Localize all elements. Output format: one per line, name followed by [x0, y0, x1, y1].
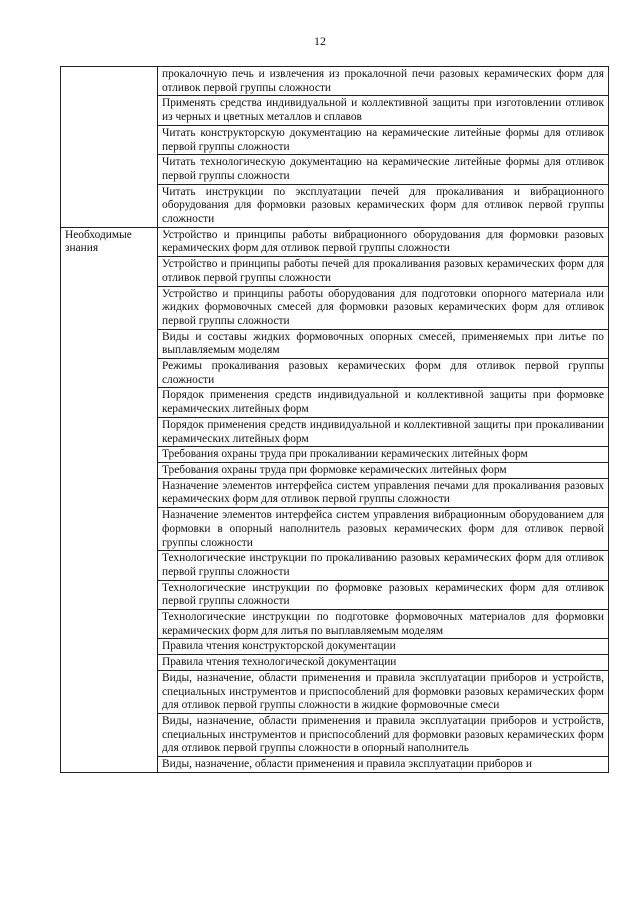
- knowledge-item: Порядок применения средств индивидуальной и коллективной защиты при прокаливании керамических литейных форм: [158, 417, 609, 446]
- page-number: 12: [314, 34, 326, 48]
- table-row: [61, 227, 609, 256]
- knowledge-label: Необходимые знания: [61, 227, 158, 772]
- skill-item: прокалочную печь и извлечения из прокалочной печи разовых керамических форм для отливок первой группы сложности: [158, 67, 609, 96]
- knowledge-item: Устройство и принципы работы печей для прокаливания разовых керамических форм для отливок первой группы сложности: [158, 257, 609, 286]
- knowledge-item: Устройство и принципы работы вибрационного оборудования для формовки разовых керамических форм для отливок первой группы сложности: [158, 227, 609, 256]
- knowledge-item: Технологические инструкции по прокаливанию разовых керамических форм для отливок первой группы сложности: [158, 551, 609, 580]
- knowledge-item: Виды и составы жидких формовочных опорных смесей, применяемых при литье по выплавляемым моделям: [158, 329, 609, 358]
- knowledge-item: Технологические инструкции по подготовке формовочных материалов для формовки керамических форм для литья по выплавляемым моделям: [158, 610, 609, 639]
- skill-item: Применять средства индивидуальной и коллективной защиты при изготовлении отливок из черных и цветных металлов и сплавов: [158, 96, 609, 125]
- knowledge-item: Назначение элементов интерфейса систем управления печами для прокаливания разовых керамических форм для отливок первой группы сложности: [158, 478, 609, 507]
- knowledge-item: Виды, назначение, области применения и правила эксплуатации приборов и устройств, специальных инструментов и приспособлений для формовки разовых керамических форм для отливок первой группы сложности в опорный наполнитель: [158, 713, 609, 756]
- requirements-table: [60, 66, 609, 773]
- knowledge-item: Виды, назначение, области применения и правила эксплуатации приборов и устройств, специальных инструментов и приспособлений для формовки разовых керамических форм для отливок первой группы сложности в жидкие формовочные смеси: [158, 670, 609, 713]
- knowledge-item: Правила чтения конструкторской документации: [158, 639, 609, 655]
- skill-item: Читать конструкторскую документацию на керамические литейные формы для отливок первой группы сложности: [158, 125, 609, 154]
- knowledge-item: Назначение элементов интерфейса систем управления вибрационным оборудованием для формовки в опорный наполнитель разовых керамических форм для отливок первой группы сложности: [158, 508, 609, 551]
- knowledge-item: Виды, назначение, области применения и правила эксплуатации приборов и: [158, 757, 609, 773]
- skills-label-cell: [61, 67, 158, 228]
- table-row: [61, 67, 609, 96]
- skill-item: Читать технологическую документацию на керамические литейные формы для отливок первой группы сложности: [158, 155, 609, 184]
- knowledge-item: Технологические инструкции по формовке разовых керамических форм для отливок первой группы сложности: [158, 580, 609, 609]
- knowledge-item: Режимы прокаливания разовых керамических форм для отливок первой группы сложности: [158, 359, 609, 388]
- knowledge-item: Правила чтения технологической документации: [158, 655, 609, 671]
- knowledge-item: Порядок применения средств индивидуальной и коллективной защиты при формовке керамических литейных форм: [158, 388, 609, 417]
- knowledge-item: Требования охраны труда при прокаливании керамических литейных форм: [158, 447, 609, 463]
- knowledge-item: Устройство и принципы работы оборудования для подготовки опорного материала или жидких формовочных смесей для формовки разовых керамических форм для отливок первой группы сложности: [158, 286, 609, 329]
- skill-item: Читать инструкции по эксплуатации печей для прокаливания и вибрационного оборудования для формовки разовых керамических форм для отливок первой группы сложности: [158, 184, 609, 227]
- knowledge-item: Требования охраны труда при формовке керамических литейных форм: [158, 462, 609, 478]
